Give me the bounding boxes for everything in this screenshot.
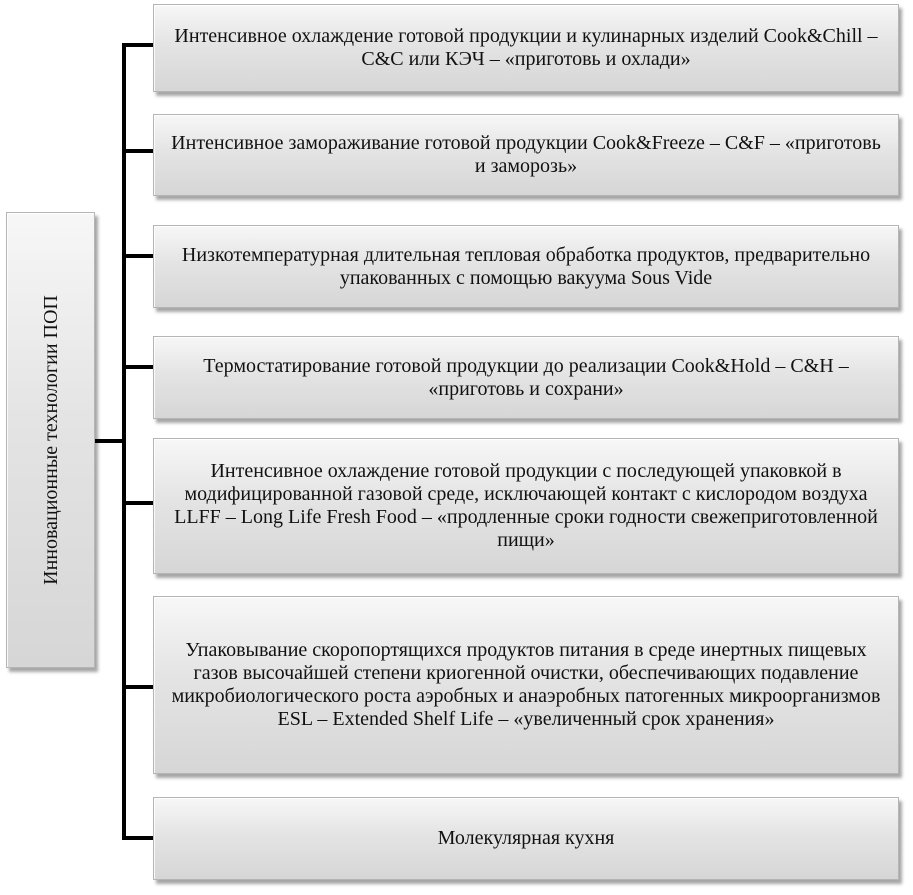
connector-branch-1 bbox=[122, 43, 154, 47]
technology-box-text: Низкотемпературная длительная тепловая обработка продуктов, предварительно упакованных с помощью вакуума Sous Vide bbox=[181, 243, 871, 289]
root-node-label: Инновационные технологии ПОП bbox=[39, 295, 62, 585]
technology-box-cook-chill bbox=[153, 4, 899, 92]
technology-box-text: Термостатирование готовой продукции до реализации Cook&Hold – C&H – «приготовь и сохрани» bbox=[203, 354, 849, 400]
connector-branch-6 bbox=[122, 685, 154, 689]
technology-box-esl bbox=[153, 596, 899, 774]
technology-box-text: Интенсивное замораживание готовой продукции Cook&Freeze – C&F – «приготовь и заморозь» bbox=[171, 132, 881, 177]
technology-box-cook-freeze bbox=[153, 114, 899, 196]
technology-box-molecular bbox=[153, 797, 899, 880]
technology-box-cook-hold bbox=[153, 336, 899, 419]
connector-branch-4 bbox=[122, 365, 154, 369]
connector-branch-7 bbox=[122, 836, 154, 840]
root-node bbox=[6, 212, 95, 668]
technology-box-text: Упаковывание скоропортящихся продуктов питания в среде инертных пищевых газов высочайшей степени криогенной очистки, обеспечивающих подавление микробиологического роста аэробных и анаэробных патогенных микроорганизмов ESL – Extended Shelf Life – «увеличенный срок хранения» bbox=[171, 639, 881, 730]
technology-box-llff bbox=[153, 438, 899, 574]
technology-box-text: Интенсивное охлаждение готовой продукции с последующей упаковкой в модифицированной газовой среде, исключающей контакт с кислородом воздуха LLFF – Long Life Fresh Food – «продленные сроки годности свежеприготовленной пищи» bbox=[174, 460, 878, 551]
connector-branch-3 bbox=[122, 254, 154, 258]
technology-box-sous-vide bbox=[153, 225, 899, 308]
connector-branch-5 bbox=[122, 501, 154, 505]
connector-branch-2 bbox=[122, 149, 154, 153]
connector-root-branch bbox=[95, 439, 124, 443]
technology-box-text: Молекулярная кухня bbox=[437, 827, 615, 849]
technology-box-text: Интенсивное охлаждение готовой продукции и кулинарных изделий Cook&Chill – C&C или КЭЧ – «приготовь и охлади» bbox=[174, 25, 878, 70]
